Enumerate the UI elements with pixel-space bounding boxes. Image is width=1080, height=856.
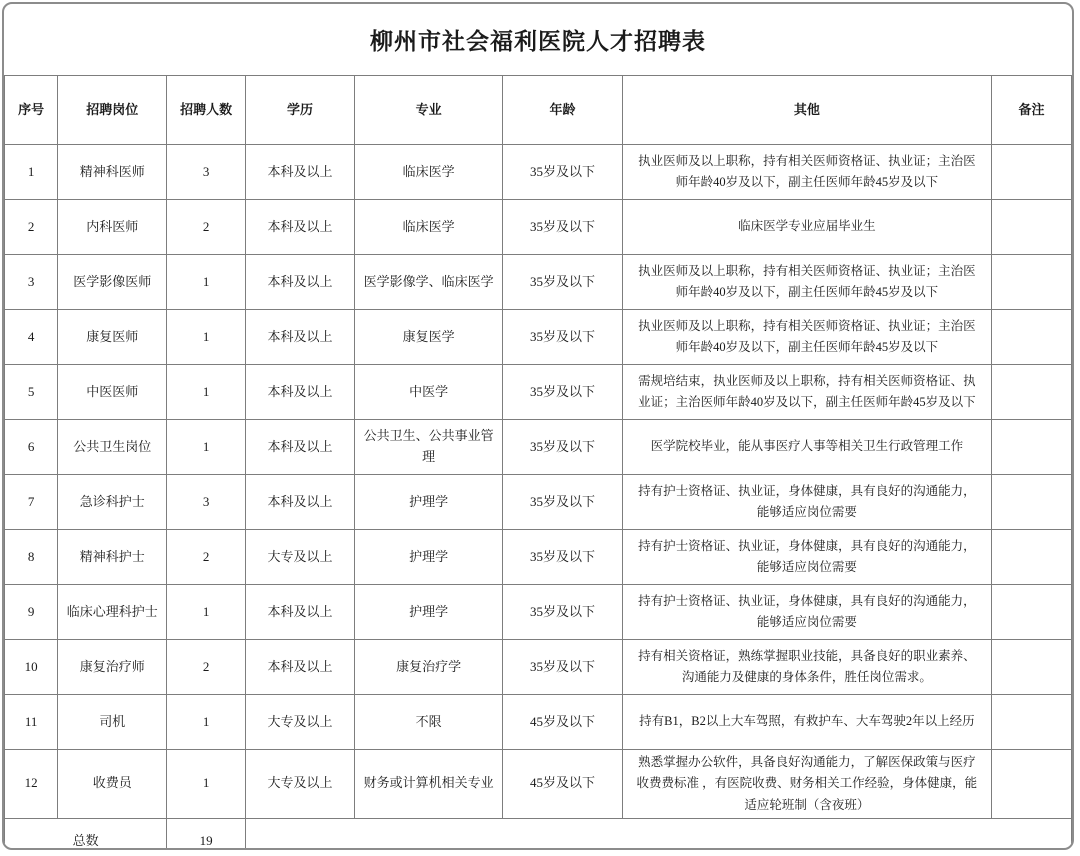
cell-index: 2: [5, 200, 58, 255]
cell-age: 35岁及以下: [503, 310, 623, 365]
cell-age: 35岁及以下: [503, 145, 623, 200]
cell-headcount: 1: [167, 365, 246, 420]
cell-index: 11: [5, 695, 58, 750]
cell-other: 持有B1，B2以上大车驾照，有救护车、大车驾驶2年以上经历: [622, 695, 991, 750]
cell-position: 医学影像医师: [58, 255, 167, 310]
cell-headcount: 2: [167, 640, 246, 695]
cell-major: 医学影像学、临床医学: [354, 255, 502, 310]
cell-position: 康复医师: [58, 310, 167, 365]
cell-remark: [991, 310, 1071, 365]
cell-index: 6: [5, 420, 58, 475]
cell-other: 需规培结束，执业医师及以上职称，持有相关医师资格证、执业证；主治医师年龄40岁及以下，副主任医师年龄45岁及以下: [622, 365, 991, 420]
cell-major: 公共卫生、公共事业管理: [354, 420, 502, 475]
cell-remark: [991, 695, 1071, 750]
cell-major: 护理学: [354, 475, 502, 530]
cell-headcount: 1: [167, 420, 246, 475]
cell-major: 护理学: [354, 530, 502, 585]
recruitment-table: [4, 75, 1072, 850]
cell-remark: [991, 640, 1071, 695]
cell-age: 45岁及以下: [503, 695, 623, 750]
cell-major: 临床医学: [354, 200, 502, 255]
col-header-other: 其他: [622, 76, 991, 145]
cell-major: 财务或计算机相关专业: [354, 750, 502, 819]
cell-headcount: 2: [167, 200, 246, 255]
table-row: [5, 420, 1072, 475]
cell-remark: [991, 420, 1071, 475]
cell-position: 内科医师: [58, 200, 167, 255]
cell-remark: [991, 585, 1071, 640]
cell-position: 收费员: [58, 750, 167, 819]
cell-position: 中医医师: [58, 365, 167, 420]
cell-major: 康复治疗学: [354, 640, 502, 695]
cell-index: 9: [5, 585, 58, 640]
cell-index: 4: [5, 310, 58, 365]
page-title: 柳州市社会福利医院人才招聘表: [370, 29, 706, 54]
cell-education: 本科及以上: [246, 585, 355, 640]
table-row: [5, 255, 1072, 310]
cell-age: 35岁及以下: [503, 200, 623, 255]
cell-headcount: 1: [167, 585, 246, 640]
table-row: [5, 365, 1072, 420]
cell-age: 35岁及以下: [503, 420, 623, 475]
cell-education: 本科及以上: [246, 145, 355, 200]
cell-other: 执业医师及以上职称，持有相关医师资格证、执业证；主治医师年龄40岁及以下，副主任医师年龄45岁及以下: [622, 255, 991, 310]
table-row: [5, 585, 1072, 640]
cell-index: 8: [5, 530, 58, 585]
cell-major: 康复医学: [354, 310, 502, 365]
cell-position: 精神科医师: [58, 145, 167, 200]
cell-other: 医学院校毕业，能从事医疗人事等相关卫生行政管理工作: [622, 420, 991, 475]
cell-other: 执业医师及以上职称，持有相关医师资格证、执业证；主治医师年龄40岁及以下，副主任医师年龄45岁及以下: [622, 310, 991, 365]
cell-education: 本科及以上: [246, 640, 355, 695]
cell-position: 精神科护士: [58, 530, 167, 585]
cell-headcount: 3: [167, 145, 246, 200]
cell-headcount: 2: [167, 530, 246, 585]
cell-remark: [991, 255, 1071, 310]
cell-remark: [991, 145, 1071, 200]
col-header-position: 招聘岗位: [58, 76, 167, 145]
col-header-education: 学历: [246, 76, 355, 145]
cell-index: 5: [5, 365, 58, 420]
table-row: [5, 750, 1072, 819]
cell-other: 持有护士资格证、执业证，身体健康，具有良好的沟通能力，能够适应岗位需要: [622, 585, 991, 640]
cell-other: 执业医师及以上职称，持有相关医师资格证、执业证；主治医师年龄40岁及以下，副主任医师年龄45岁及以下: [622, 145, 991, 200]
cell-remark: [991, 475, 1071, 530]
total-empty-cell: [246, 818, 1072, 850]
cell-index: 10: [5, 640, 58, 695]
cell-major: 临床医学: [354, 145, 502, 200]
cell-headcount: 1: [167, 695, 246, 750]
cell-position: 临床心理科护士: [58, 585, 167, 640]
table-row: [5, 530, 1072, 585]
cell-position: 公共卫生岗位: [58, 420, 167, 475]
cell-position: 司机: [58, 695, 167, 750]
cell-headcount: 1: [167, 310, 246, 365]
cell-position: 康复治疗师: [58, 640, 167, 695]
cell-headcount: 1: [167, 750, 246, 819]
cell-education: 本科及以上: [246, 475, 355, 530]
cell-education: 本科及以上: [246, 200, 355, 255]
table-row: [5, 475, 1072, 530]
total-value-cell: 19: [167, 818, 246, 850]
cell-headcount: 1: [167, 255, 246, 310]
cell-age: 35岁及以下: [503, 365, 623, 420]
total-row: [5, 818, 1072, 850]
table-row: [5, 145, 1072, 200]
col-header-remark: 备注: [991, 76, 1071, 145]
cell-age: 35岁及以下: [503, 530, 623, 585]
col-header-headcount: 招聘人数: [167, 76, 246, 145]
cell-age: 35岁及以下: [503, 585, 623, 640]
cell-education: 本科及以上: [246, 310, 355, 365]
table-row: [5, 695, 1072, 750]
cell-headcount: 3: [167, 475, 246, 530]
cell-age: 45岁及以下: [503, 750, 623, 819]
table-row: [5, 200, 1072, 255]
table-row: [5, 310, 1072, 365]
cell-age: 35岁及以下: [503, 475, 623, 530]
cell-education: 大专及以上: [246, 530, 355, 585]
cell-other: 熟悉掌握办公软件，具备良好沟通能力，了解医保政策与医疗收费费标准 ，有医院收费、财务相关工作经验，身体健康，能适应轮班制（含夜班）: [622, 750, 991, 819]
cell-index: 12: [5, 750, 58, 819]
cell-education: 本科及以上: [246, 255, 355, 310]
document-frame: [2, 2, 1074, 850]
cell-age: 35岁及以下: [503, 255, 623, 310]
cell-education: 大专及以上: [246, 750, 355, 819]
col-header-age: 年龄: [503, 76, 623, 145]
cell-education: 本科及以上: [246, 365, 355, 420]
cell-age: 35岁及以下: [503, 640, 623, 695]
total-label-cell: 总数: [5, 818, 167, 850]
table-row: [5, 640, 1072, 695]
header-row: [5, 76, 1072, 145]
col-header-index: 序号: [5, 76, 58, 145]
cell-remark: [991, 365, 1071, 420]
cell-index: 3: [5, 255, 58, 310]
cell-other: 持有护士资格证、执业证，身体健康，具有良好的沟通能力，能够适应岗位需要: [622, 530, 991, 585]
col-header-major: 专业: [354, 76, 502, 145]
cell-education: 本科及以上: [246, 420, 355, 475]
cell-major: 护理学: [354, 585, 502, 640]
cell-remark: [991, 530, 1071, 585]
cell-remark: [991, 200, 1071, 255]
cell-other: 持有相关资格证，熟练掌握职业技能，具备良好的职业素养、沟通能力及健康的身体条件，胜任岗位需求。: [622, 640, 991, 695]
cell-position: 急诊科护士: [58, 475, 167, 530]
cell-other: 临床医学专业应届毕业生: [622, 200, 991, 255]
cell-remark: [991, 750, 1071, 819]
cell-major: 中医学: [354, 365, 502, 420]
cell-index: 1: [5, 145, 58, 200]
cell-other: 持有护士资格证、执业证，身体健康，具有良好的沟通能力，能够适应岗位需要: [622, 475, 991, 530]
cell-education: 大专及以上: [246, 695, 355, 750]
cell-index: 7: [5, 475, 58, 530]
cell-major: 不限: [354, 695, 502, 750]
